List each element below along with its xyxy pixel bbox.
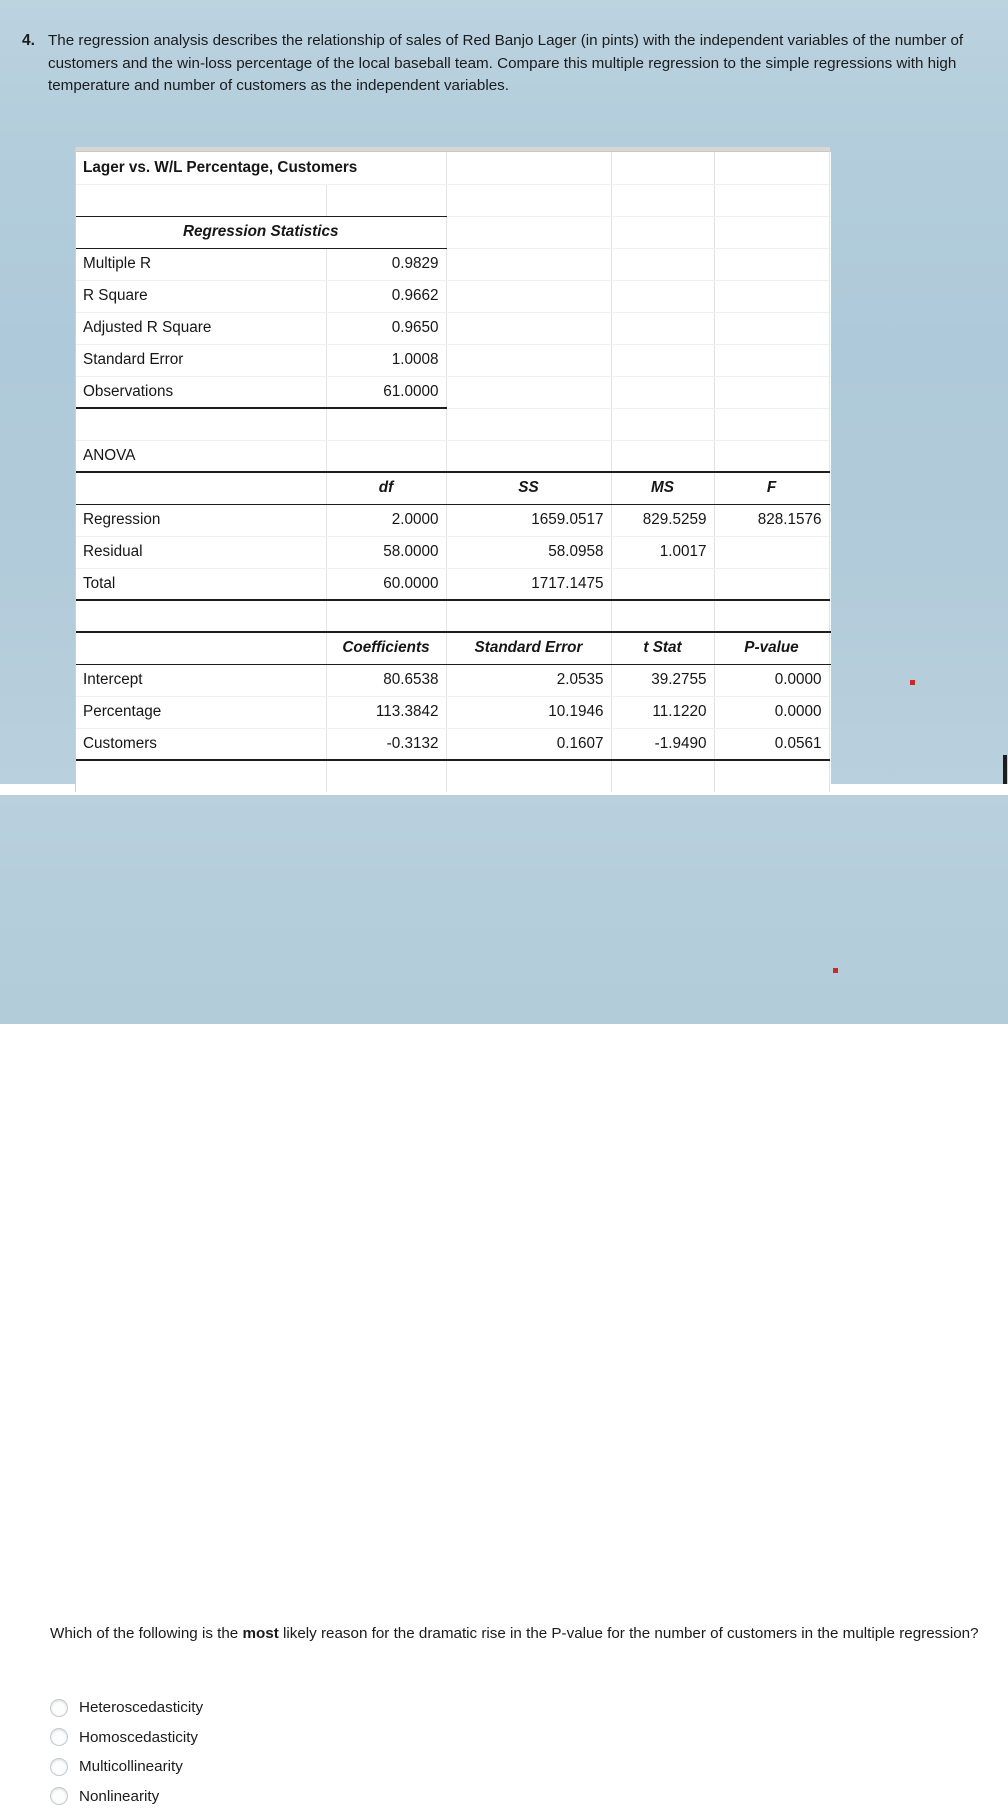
empty-cell: [446, 600, 611, 632]
column-header-standard-error: Standard Error: [446, 632, 611, 664]
answer-panel: [0, 795, 1008, 1024]
question-stem: [22, 30, 990, 98]
empty-cell: [829, 760, 831, 792]
question-prompt-emphasis: most: [242, 1625, 278, 1642]
answer-option-label: Homoscedasticity: [79, 1729, 198, 1746]
empty-cell: [829, 376, 831, 408]
empty-cell: [446, 216, 611, 248]
empty-cell: [829, 184, 831, 216]
coef-standard-error: 0.1607: [446, 728, 611, 760]
table-row: [76, 696, 831, 728]
column-header-p-value: P-value: [714, 632, 829, 664]
empty-cell: [446, 248, 611, 280]
empty-cell: [714, 184, 829, 216]
empty-cell: [76, 472, 326, 504]
question-prompt-part1: Which of the following is the: [50, 1625, 242, 1642]
question-prompt: [50, 1623, 990, 1646]
table-row-spacer: [76, 600, 831, 632]
empty-cell: [446, 184, 611, 216]
anova-ms: [611, 568, 714, 600]
empty-cell: [714, 312, 829, 344]
red-mark-artifact: [833, 968, 838, 973]
empty-cell: [326, 408, 446, 440]
empty-cell: [714, 760, 829, 792]
question-number: 4.: [22, 30, 48, 53]
coef-row-label: Percentage: [76, 696, 326, 728]
empty-cell: [829, 216, 831, 248]
coef-value: 80.6538: [326, 664, 446, 696]
coef-value: 113.3842: [326, 696, 446, 728]
stat-label: Standard Error: [76, 344, 326, 376]
empty-cell: [829, 248, 831, 280]
empty-cell: [829, 632, 831, 664]
coef-row-label: Intercept: [76, 664, 326, 696]
empty-cell: [326, 760, 446, 792]
table-row: [76, 312, 831, 344]
empty-cell: [714, 440, 829, 472]
empty-cell: [446, 280, 611, 312]
table-row-anova-header: [76, 440, 831, 472]
anova-df: 58.0000: [326, 536, 446, 568]
anova-row-label: Total: [76, 568, 326, 600]
empty-cell: [714, 600, 829, 632]
anova-ms: 829.5259: [611, 504, 714, 536]
table-row: [76, 568, 831, 600]
table-row-coefficients-columns: [76, 632, 831, 664]
empty-cell: [714, 248, 829, 280]
column-header-ms: MS: [611, 472, 714, 504]
empty-cell: [611, 280, 714, 312]
empty-cell: [829, 568, 831, 600]
anova-row-label: Residual: [76, 536, 326, 568]
radio-button-icon[interactable]: [50, 1699, 68, 1717]
coef-t-stat: 39.2755: [611, 664, 714, 696]
empty-cell: [611, 376, 714, 408]
answer-option-multicollinearity[interactable]: [50, 1752, 550, 1782]
answer-option-label: Heteroscedasticity: [79, 1699, 203, 1716]
empty-cell: [611, 312, 714, 344]
anova-label: ANOVA: [76, 440, 326, 472]
empty-cell: [829, 152, 831, 184]
empty-cell: [446, 312, 611, 344]
empty-cell: [829, 536, 831, 568]
empty-cell: [829, 408, 831, 440]
empty-cell: [446, 760, 611, 792]
coef-t-stat: -1.9490: [611, 728, 714, 760]
empty-cell: [446, 440, 611, 472]
empty-cell: [714, 280, 829, 312]
empty-cell: [714, 152, 829, 184]
anova-df: 60.0000: [326, 568, 446, 600]
empty-cell: [76, 632, 326, 664]
empty-cell: [326, 184, 446, 216]
table-row: [76, 248, 831, 280]
stat-value: 0.9829: [326, 248, 446, 280]
radio-button-icon[interactable]: [50, 1728, 68, 1746]
stat-value: 61.0000: [326, 376, 446, 408]
anova-ss: 1659.0517: [446, 504, 611, 536]
empty-cell: [611, 760, 714, 792]
column-header-ss: SS: [446, 472, 611, 504]
anova-f: [714, 536, 829, 568]
empty-cell: [611, 408, 714, 440]
stat-value: 0.9662: [326, 280, 446, 312]
answer-option-heteroscedasticity[interactable]: [50, 1693, 550, 1723]
table-row: [76, 504, 831, 536]
empty-cell: [326, 440, 446, 472]
table-row-trailing: [76, 760, 831, 792]
coef-standard-error: 2.0535: [446, 664, 611, 696]
question-stem-panel: [0, 0, 1008, 784]
table-row: [76, 376, 831, 408]
empty-cell: [829, 728, 831, 760]
stat-label: R Square: [76, 280, 326, 312]
answer-option-label: Multicollinearity: [79, 1758, 183, 1775]
coef-p-value: 0.0000: [714, 664, 829, 696]
answer-options-list: [50, 1693, 550, 1811]
empty-cell: [76, 184, 326, 216]
question-prompt-part2: likely reason for the dramatic rise in the P-value for the number of customers in the multiple regression?: [279, 1625, 979, 1642]
table-row-anova-columns: [76, 472, 831, 504]
spreadsheet-title: Lager vs. W/L Percentage, Customers: [76, 152, 446, 184]
table-row: [76, 536, 831, 568]
coef-standard-error: 10.1946: [446, 696, 611, 728]
answer-option-label: Nonlinearity: [79, 1788, 159, 1805]
empty-cell: [76, 760, 326, 792]
anova-f: 828.1576: [714, 504, 829, 536]
empty-cell: [714, 408, 829, 440]
anova-f: [714, 568, 829, 600]
empty-cell: [829, 440, 831, 472]
coef-p-value: 0.0561: [714, 728, 829, 760]
empty-cell: [611, 440, 714, 472]
table-row-title: [76, 152, 831, 184]
empty-cell: [76, 600, 326, 632]
radio-button-icon[interactable]: [50, 1758, 68, 1776]
column-header-t-stat: t Stat: [611, 632, 714, 664]
anova-ss: 1717.1475: [446, 568, 611, 600]
stat-value: 1.0008: [326, 344, 446, 376]
empty-cell: [611, 600, 714, 632]
empty-cell: [714, 376, 829, 408]
scrollbar-fragment[interactable]: [1003, 755, 1007, 784]
empty-cell: [446, 152, 611, 184]
empty-cell: [714, 216, 829, 248]
stat-value: 0.9650: [326, 312, 446, 344]
red-mark-artifact: [910, 680, 915, 685]
coef-p-value: 0.0000: [714, 696, 829, 728]
anova-ms: 1.0017: [611, 536, 714, 568]
empty-cell: [829, 504, 831, 536]
anova-row-label: Regression: [76, 504, 326, 536]
regression-output-spreadsheet: [75, 147, 830, 792]
empty-cell: [829, 600, 831, 632]
empty-cell: [76, 408, 326, 440]
empty-cell: [326, 600, 446, 632]
coef-t-stat: 11.1220: [611, 696, 714, 728]
stat-label: Adjusted R Square: [76, 312, 326, 344]
table-row: [76, 344, 831, 376]
empty-cell: [611, 344, 714, 376]
anova-df: 2.0000: [326, 504, 446, 536]
question-stem-text: The regression analysis describes the relationship of sales of Red Banjo Lager (in pints) with the independent variables of the number of customers and the win-loss percentage of the local baseball team. Compare this multiple regression to the simple regressions with high temperature and number of customers as the independent variables.: [48, 30, 990, 98]
regression-statistics-label: Regression Statistics: [76, 216, 446, 248]
empty-cell: [829, 312, 831, 344]
answer-option-homoscedasticity[interactable]: [50, 1723, 550, 1753]
table-row: [76, 664, 831, 696]
empty-cell: [446, 408, 611, 440]
empty-cell: [829, 664, 831, 696]
column-header-df: df: [326, 472, 446, 504]
table-row-spacer: [76, 408, 831, 440]
table-row: [76, 728, 831, 760]
anova-ss: 58.0958: [446, 536, 611, 568]
empty-cell: [714, 344, 829, 376]
empty-cell: [611, 248, 714, 280]
column-header-coefficients: Coefficients: [326, 632, 446, 664]
empty-cell: [446, 344, 611, 376]
coef-row-label: Customers: [76, 728, 326, 760]
empty-cell: [829, 344, 831, 376]
regression-output-table: [76, 152, 831, 792]
empty-cell: [611, 216, 714, 248]
empty-cell: [829, 280, 831, 312]
coef-value: -0.3132: [326, 728, 446, 760]
radio-button-icon[interactable]: [50, 1787, 68, 1805]
empty-cell: [611, 152, 714, 184]
table-row: [76, 280, 831, 312]
stat-label: Multiple R: [76, 248, 326, 280]
empty-cell: [829, 472, 831, 504]
answer-option-nonlinearity[interactable]: [50, 1782, 550, 1811]
stat-label: Observations: [76, 376, 326, 408]
empty-cell: [446, 376, 611, 408]
table-row-regression-statistics-header: [76, 216, 831, 248]
table-row-spacer: [76, 184, 831, 216]
column-header-f: F: [714, 472, 829, 504]
empty-cell: [829, 696, 831, 728]
empty-cell: [611, 184, 714, 216]
